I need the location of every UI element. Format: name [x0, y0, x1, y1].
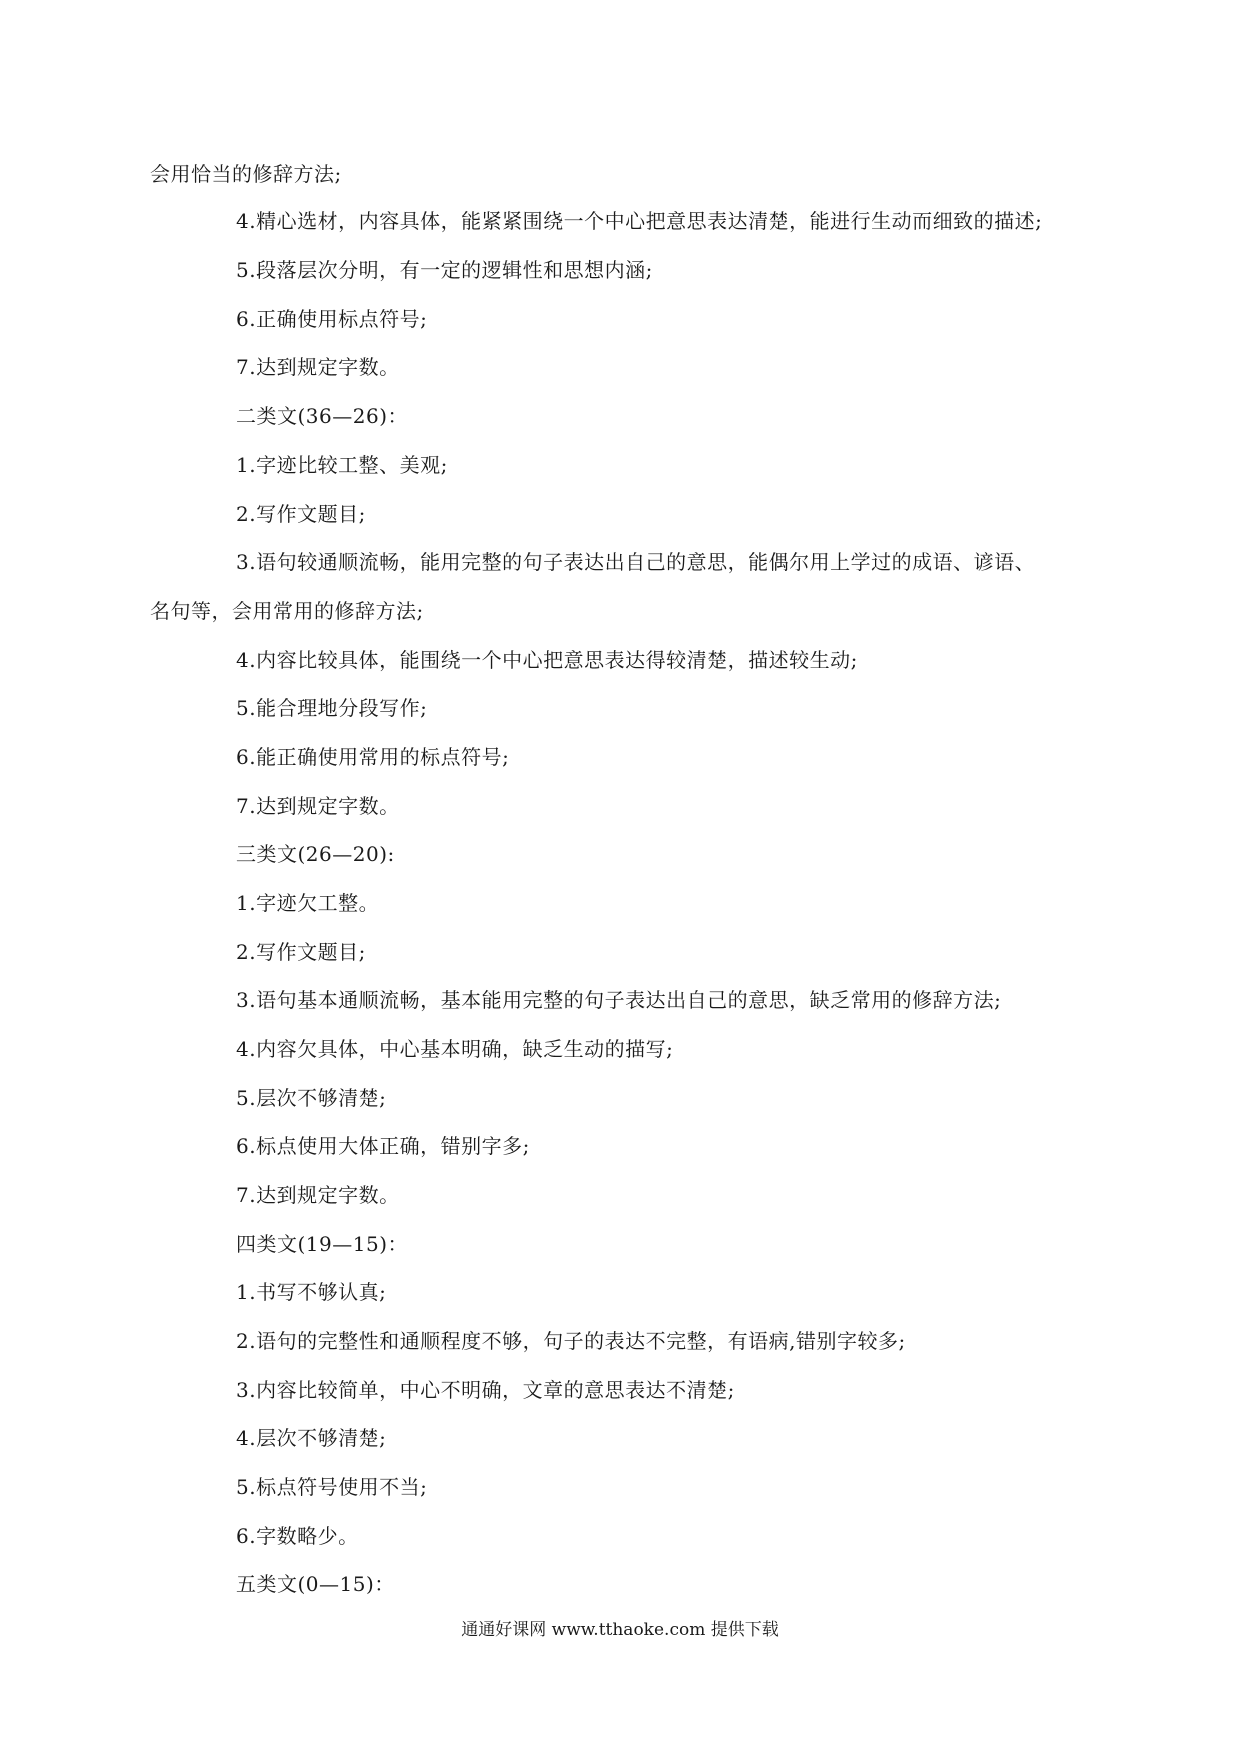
section-heading: 五类文(0—15)：: [236, 1572, 395, 1596]
text-line: 5.能合理地分段写作;: [236, 696, 428, 720]
text-line: 6.能正确使用常用的标点符号;: [236, 745, 510, 769]
text-line: 1.书写不够认真;: [236, 1280, 387, 1304]
text-line: 1.字迹欠工整。: [236, 891, 380, 915]
text-line: 名句等，会用常用的修辞方法;: [150, 599, 424, 623]
text-line: 3.语句基本通顺流畅，基本能用完整的句子表达出自己的意思，缺乏常用的修辞方法;: [236, 988, 1002, 1012]
text-line: 5.层次不够清楚;: [236, 1086, 387, 1110]
text-line: 6.字数略少。: [236, 1524, 359, 1548]
text-line: 5.段落层次分明，有一定的逻辑性和思想内涵;: [236, 258, 653, 282]
text-line: 7.达到规定字数。: [236, 794, 400, 818]
text-line: 2.写作文题目;: [236, 502, 366, 526]
text-line: 6.正确使用标点符号;: [236, 307, 428, 331]
text-line: 1.字迹比较工整、美观;: [236, 453, 448, 477]
section-heading: 三类文(26—20):: [236, 842, 395, 866]
text-line: 5.标点符号使用不当;: [236, 1475, 428, 1499]
page-footer: 通通好课网 www.tthaoke.com 提供下载: [461, 1620, 779, 1640]
text-line: 4.精心选材，内容具体，能紧紧围绕一个中心把意思表达清楚，能进行生动而细致的描述;: [236, 209, 1043, 233]
section-heading: 四类文(19—15)：: [236, 1232, 409, 1256]
text-line: 4.内容欠具体，中心基本明确，缺乏生动的描写;: [236, 1037, 674, 1061]
text-line: 3.语句较通顺流畅，能用完整的句子表达出自己的意思，能偶尔用上学过的成语、谚语、: [236, 550, 1036, 574]
text-line: 3.内容比较简单，中心不明确，文章的意思表达不清楚;: [236, 1378, 735, 1402]
text-line: 6.标点使用大体正确，错别字多;: [236, 1134, 530, 1158]
text-line: 2.语句的完整性和通顺程度不够，句子的表达不完整，有语病,错别字较多;: [236, 1329, 906, 1353]
section-heading: 二类文(36—26)：: [236, 404, 409, 428]
text-line: 2.写作文题目;: [236, 940, 366, 964]
text-line: 4.内容比较具体，能围绕一个中心把意思表达得较清楚，描述较生动;: [236, 648, 858, 672]
text-line: 7.达到规定字数。: [236, 355, 400, 379]
text-line: 会用恰当的修辞方法;: [150, 162, 342, 186]
text-line: 4.层次不够清楚;: [236, 1426, 387, 1450]
text-line: 7.达到规定字数。: [236, 1183, 400, 1207]
